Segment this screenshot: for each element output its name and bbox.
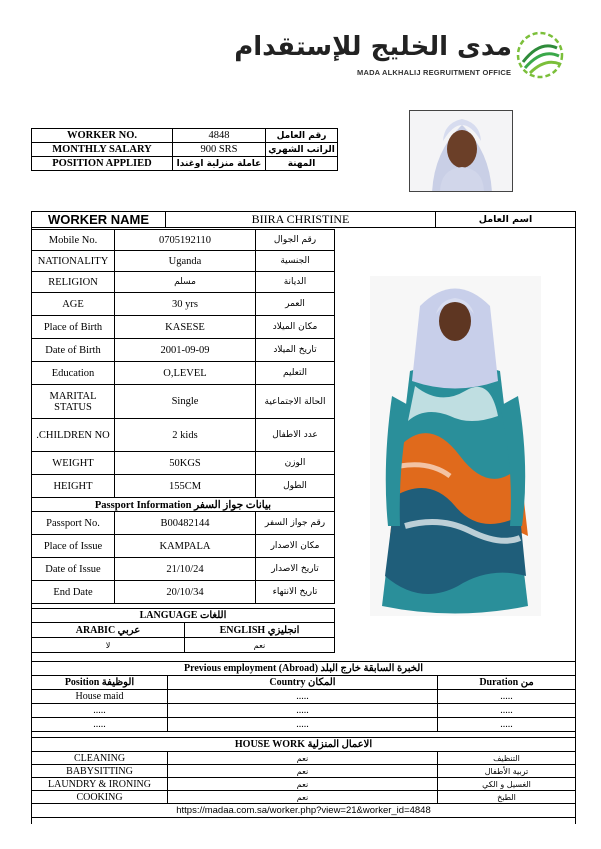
employment-country: ..... [168, 690, 438, 704]
passport-value: 21/10/24 [115, 558, 256, 581]
duration-header: Duration من [438, 676, 576, 690]
passport-row-place [32, 535, 335, 558]
passport-label-ar: تاريخ الاصدار [256, 558, 335, 581]
english-value: نعم [185, 638, 335, 653]
language-value-row [32, 638, 335, 653]
employment-duration: ..... [438, 704, 576, 718]
house-work-label-ar: التنظيف [438, 752, 576, 765]
english-header: ENGLISH انجليزي [185, 623, 335, 638]
passport-row-number [32, 512, 335, 535]
detail-row-date-of-birth [32, 339, 335, 362]
detail-label-ar: الديانة [256, 272, 335, 293]
detail-value: O,LEVEL [115, 362, 256, 385]
house-work-label-ar: الغسيل و الكي [438, 778, 576, 791]
detail-label-ar: العمر [256, 293, 335, 316]
passport-row-end-date [32, 581, 335, 604]
worker-name-table [31, 211, 576, 228]
passport-value: B00482144 [115, 512, 256, 535]
country-header: Country المكان [168, 676, 438, 690]
passport-label: Place of Issue [32, 535, 115, 558]
full-body-photo [370, 276, 541, 616]
detail-label-ar: الوزن [256, 452, 335, 475]
house-work-value: نعم [168, 778, 438, 791]
detail-label-ar: الطول [256, 475, 335, 498]
detail-value: Uganda [115, 251, 256, 272]
detail-label: Date of Birth [32, 339, 115, 362]
detail-label-ar: تاريخ الميلاد [256, 339, 335, 362]
detail-label-ar: مكان الميلاد [256, 316, 335, 339]
detail-value: KASESE [115, 316, 256, 339]
house-work-row [32, 791, 576, 804]
house-work-label: COOKING [32, 791, 168, 804]
worker-details-table [31, 229, 335, 604]
house-work-label-ar: تربية الأطفال [438, 765, 576, 778]
detail-value: 50KGS [115, 452, 256, 475]
worker-no-label-ar: رقم العامل [266, 129, 338, 143]
passport-value: 20/10/34 [115, 581, 256, 604]
employment-row [32, 704, 576, 718]
previous-employment-table [31, 661, 576, 732]
detail-row-religion [32, 272, 335, 293]
monthly-salary-label-ar: الراتب الشهري [266, 143, 338, 157]
detail-value: 30 yrs [115, 293, 256, 316]
worker-no-value: 4848 [173, 129, 266, 143]
detail-label: MARITAL STATUS [32, 385, 115, 419]
footer-url[interactable]: https://madaa.com.sa/worker.php?view=21&worker_id=4848 [32, 804, 576, 818]
passport-label-ar: مكان الاصدار [256, 535, 335, 558]
worker-name-row [32, 212, 576, 228]
house-work-value: نعم [168, 765, 438, 778]
passport-label-ar: رقم جواز السفر [256, 512, 335, 535]
detail-row-height [32, 475, 335, 498]
monthly-salary-label: MONTHLY SALARY [32, 143, 173, 157]
detail-label: NATIONALITY [32, 251, 115, 272]
position-applied-value: عاملة منزلية اوغندا [173, 157, 266, 171]
detail-row-children [32, 419, 335, 452]
detail-value: 2001-09-09 [115, 339, 256, 362]
detail-row-place-of-birth [32, 316, 335, 339]
detail-label: Mobile No. [32, 230, 115, 251]
employment-title-row [32, 662, 576, 676]
house-work-row [32, 752, 576, 765]
house-work-label: BABYSITTING [32, 765, 168, 778]
frame-right-line [575, 211, 576, 824]
house-work-label-ar: الطبخ [438, 791, 576, 804]
detail-value: 2 kids [115, 419, 256, 452]
house-work-title-row [32, 738, 576, 752]
logo-mark-icon [515, 30, 565, 80]
house-work-label: LAUNDRY & IRONING [32, 778, 168, 791]
detail-value: Single [115, 385, 256, 419]
company-logo [234, 30, 570, 82]
detail-value: مسلم [115, 272, 256, 293]
arabic-value: لا [32, 638, 185, 653]
detail-row-mobile [32, 230, 335, 251]
main-form [31, 211, 576, 824]
position-applied-label: POSITION APPLIED [32, 157, 173, 171]
detail-label-ar: عدد الاطفال [256, 419, 335, 452]
detail-label: AGE [32, 293, 115, 316]
detail-row-education [32, 362, 335, 385]
arabic-header: ARABIC عربي [32, 623, 185, 638]
worker-name-value: BIIRA CHRISTINE [166, 212, 436, 228]
language-table [31, 608, 335, 653]
employment-duration: ..... [438, 718, 576, 732]
passport-title-row [32, 498, 335, 512]
detail-value: 155CM [115, 475, 256, 498]
passport-value: KAMPALA [115, 535, 256, 558]
passport-label: End Date [32, 581, 115, 604]
passport-row-issue-date [32, 558, 335, 581]
passport-label-ar: تاريخ الانتهاء [256, 581, 335, 604]
employment-row [32, 718, 576, 732]
detail-label-ar: رقم الجوال [256, 230, 335, 251]
passport-label: Passport No. [32, 512, 115, 535]
employment-header-row [32, 676, 576, 690]
house-work-value: نعم [168, 791, 438, 804]
employment-section-title: Previous employment (Abroad) الخبرة السابقة خارج البلد [32, 662, 576, 676]
house-work-row [32, 778, 576, 791]
passport-label: Date of Issue [32, 558, 115, 581]
detail-label: .CHILDREN NO [32, 419, 115, 452]
house-work-row [32, 765, 576, 778]
footer-url-row [32, 804, 576, 818]
employment-country: ..... [168, 718, 438, 732]
worker-name-label-ar: اسم العامل [436, 212, 576, 228]
detail-label-ar: التعليم [256, 362, 335, 385]
monthly-salary-row [32, 143, 338, 157]
worker-summary-table [31, 128, 338, 171]
passport-section-title: Passport Information بيانات جواز السفر [32, 498, 335, 512]
language-section-title: LANGUAGE اللغات [32, 609, 335, 623]
employment-row [32, 690, 576, 704]
detail-row-age [32, 293, 335, 316]
detail-row-marital-status [32, 385, 335, 419]
headshot-photo [409, 110, 513, 192]
detail-label: WEIGHT [32, 452, 115, 475]
detail-label: Education [32, 362, 115, 385]
monthly-salary-value: 900 SRS [173, 143, 266, 157]
employment-position: ..... [32, 718, 168, 732]
worker-no-label: WORKER NO. [32, 129, 173, 143]
language-title-row [32, 609, 335, 623]
detail-value: 0705192110 [115, 230, 256, 251]
employment-position: ..... [32, 704, 168, 718]
language-header-row [32, 623, 335, 638]
house-work-table [31, 737, 576, 818]
employment-position: House maid [32, 690, 168, 704]
logo-arabic-text: مدى الخليج للإستقدام [234, 32, 512, 62]
house-work-value: نعم [168, 752, 438, 765]
worker-name-label: WORKER NAME [32, 212, 166, 228]
house-work-label: CLEANING [32, 752, 168, 765]
house-work-section-title: HOUSE WORK الاعمال المنزلية [32, 738, 576, 752]
detail-label: Place of Birth [32, 316, 115, 339]
detail-row-weight [32, 452, 335, 475]
employment-country: ..... [168, 704, 438, 718]
logo-english-text: MADA ALKHALIJ REGRUITMENT OFFICE [357, 68, 512, 77]
detail-label: RELIGION [32, 272, 115, 293]
detail-label-ar: الجنسية [256, 251, 335, 272]
position-applied-label-ar: المهنة [266, 157, 338, 171]
detail-label-ar: الحالة الاجتماعية [256, 385, 335, 419]
employment-duration: ..... [438, 690, 576, 704]
worker-no-row [32, 129, 338, 143]
position-header: Position الوظيفة [32, 676, 168, 690]
detail-row-nationality [32, 251, 335, 272]
position-applied-row [32, 157, 338, 171]
detail-label: HEIGHT [32, 475, 115, 498]
